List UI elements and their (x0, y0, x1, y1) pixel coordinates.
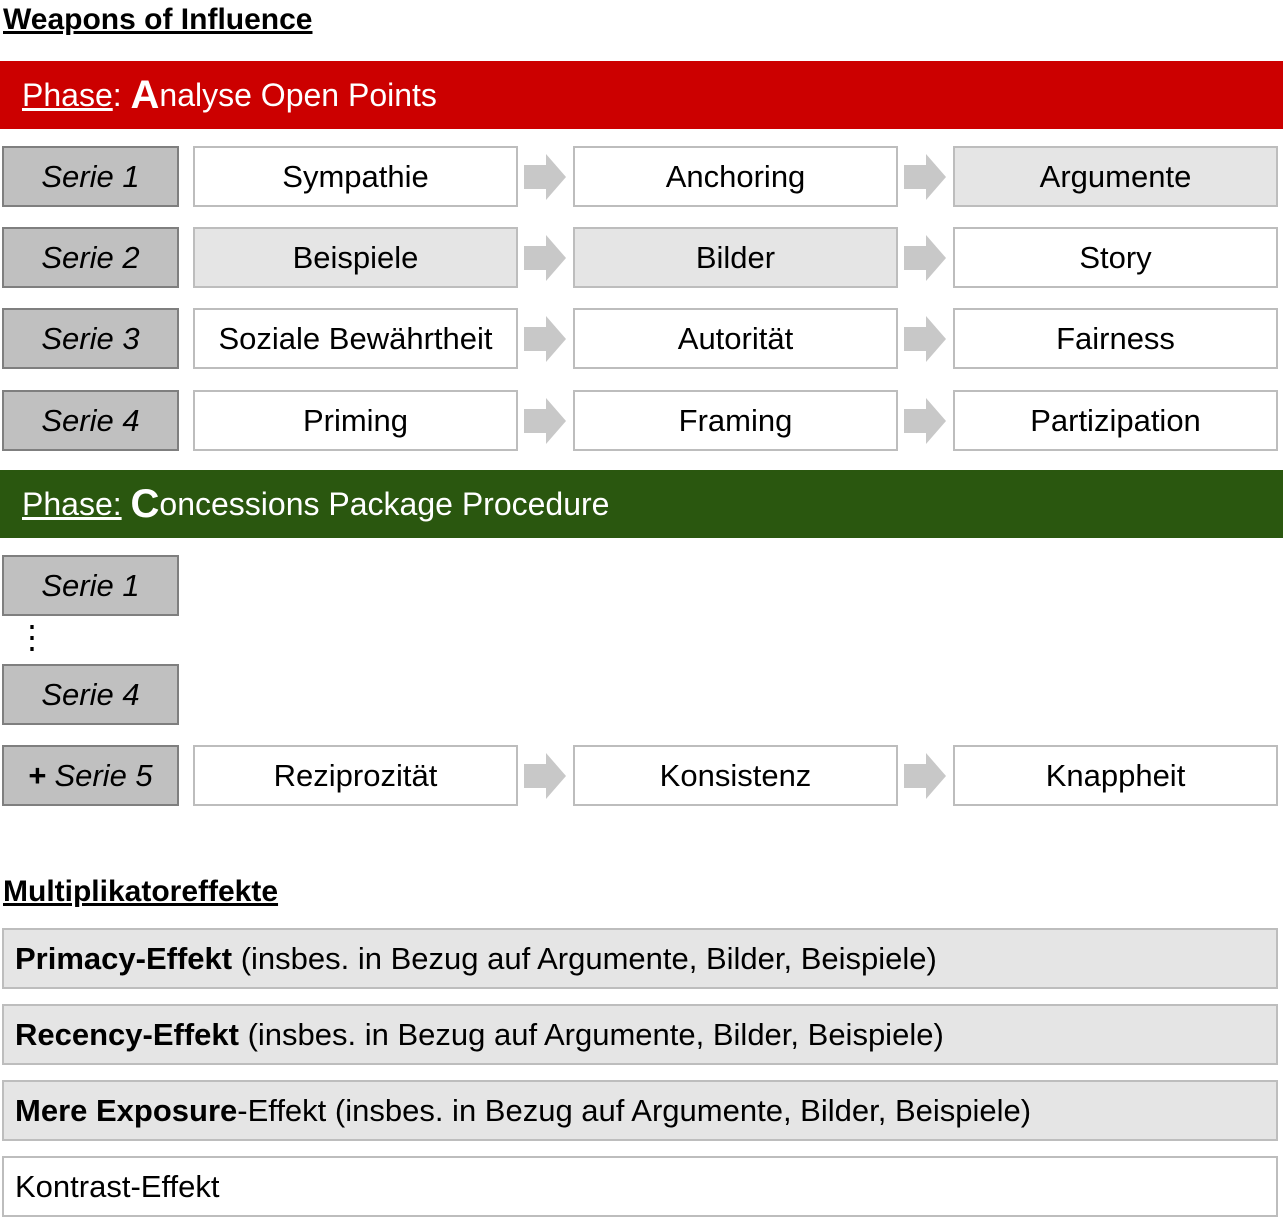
arrow-right-icon (904, 396, 946, 446)
weapon-box: Reziprozität (193, 745, 518, 806)
weapon-box: Knappheit (953, 745, 1278, 806)
arrow-right-icon (524, 396, 566, 446)
arrow-right-icon (524, 314, 566, 364)
effect-name: Mere Exposure (15, 1092, 238, 1128)
arrow-right-icon (904, 751, 946, 801)
effect-name: Primacy-Effekt (15, 940, 233, 976)
effect-description: (insbes. in Bezug auf Argumente, Bilder, Beispiele) (238, 1016, 944, 1052)
weapon-box: Konsistenz (573, 745, 898, 806)
serie-box: Serie 4 (2, 664, 179, 725)
serie-box: Serie 4 (2, 390, 179, 451)
effect-description: (insbes. in Bezug auf Argumente, Bilder, Beispiele) (232, 940, 937, 976)
phase-name: nalyse Open Points (159, 76, 437, 113)
weapon-box: Story (953, 227, 1278, 288)
effect-row (2, 928, 1278, 989)
arrow-right-icon (524, 233, 566, 283)
effect-description: -Effekt (insbes. in Bezug auf Argumente, Bilder, Beispiele) (237, 1092, 1032, 1128)
phase-label: Phase: (22, 485, 122, 522)
weapon-box: Autorität (573, 308, 898, 369)
effect-row (2, 1080, 1278, 1141)
serie-box-extra (2, 745, 179, 806)
page-title: Weapons of Influence (3, 3, 313, 36)
phase-concessions-bar (0, 470, 1283, 538)
weapon-box: Anchoring (573, 146, 898, 207)
serie-box: Serie 3 (2, 308, 179, 369)
effect-description: Kontrast-Effekt (15, 1168, 220, 1204)
weapon-box: Bilder (573, 227, 898, 288)
plus-sign: + (28, 757, 47, 793)
arrow-right-icon (524, 751, 566, 801)
serie-label: Serie 5 (54, 757, 153, 793)
weapon-box: Framing (573, 390, 898, 451)
arrow-right-icon (904, 314, 946, 364)
effect-row (2, 1004, 1278, 1065)
phase-initial: C (130, 481, 160, 526)
effect-row (2, 1156, 1278, 1217)
phase-name: oncessions Package Procedure (159, 485, 610, 522)
arrow-right-icon (904, 152, 946, 202)
phase-analyse-bar (0, 61, 1283, 129)
arrow-right-icon (524, 152, 566, 202)
weapon-box: Beispiele (193, 227, 518, 288)
weapon-box: Sympathie (193, 146, 518, 207)
serie-box: Serie 1 (2, 146, 179, 207)
ellipsis-vertical: ⋮ (16, 619, 48, 655)
serie-box: Serie 2 (2, 227, 179, 288)
phase-initial: A (130, 72, 160, 117)
weapon-box: Argumente (953, 146, 1278, 207)
serie-box: Serie 1 (2, 555, 179, 616)
weapon-box: Partizipation (953, 390, 1278, 451)
phase-separator: : (112, 76, 122, 113)
weapon-box: Fairness (953, 308, 1278, 369)
weapon-box: Priming (193, 390, 518, 451)
phase-label: Phase (22, 76, 113, 113)
section-title-multiplier: Multiplikatoreffekte (3, 875, 279, 908)
weapon-box: Soziale Bewährtheit (193, 308, 518, 369)
effect-name: Recency-Effekt (15, 1016, 239, 1052)
arrow-right-icon (904, 233, 946, 283)
